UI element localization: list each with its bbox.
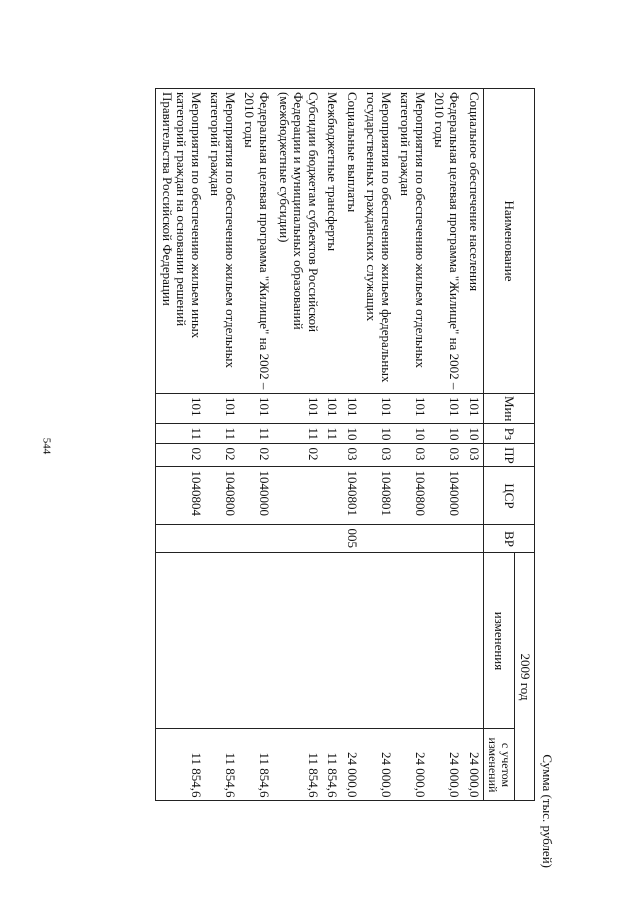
- cell-pr: [322, 444, 342, 467]
- cell-with-changes: 24 000,0: [395, 729, 429, 801]
- table-body: [156, 89, 483, 801]
- cell-min: 101: [273, 394, 322, 424]
- header-year: 2009 год: [515, 553, 535, 801]
- header-pr: ПР: [483, 444, 534, 467]
- cell-with-changes: 11 854,6: [273, 729, 322, 801]
- cell-pr: 02: [205, 444, 239, 467]
- cell-name: Социальные выплаты: [341, 89, 361, 394]
- cell-changes: [341, 553, 361, 729]
- cell-vr: 005: [341, 525, 361, 553]
- cell-name: Мероприятия по обеспечению жильем федеральных государственных гражданских служащих: [361, 89, 395, 394]
- cell-with-changes: 24 000,0: [429, 729, 463, 801]
- cell-changes: [429, 553, 463, 729]
- cell-csr: 1040000: [429, 467, 463, 525]
- cell-name: Социальное обеспечение населения: [463, 89, 483, 394]
- cell-changes: [156, 553, 205, 729]
- table-row: [395, 89, 429, 801]
- cell-pr: 03: [341, 444, 361, 467]
- cell-pr: 02: [156, 444, 205, 467]
- table-row: [239, 89, 273, 801]
- cell-rz: 10: [463, 424, 483, 444]
- cell-changes: [239, 553, 273, 729]
- budget-sheet: [95, 88, 555, 868]
- cell-vr: [156, 525, 205, 553]
- cell-min: 101: [395, 394, 429, 424]
- cell-min: 101: [463, 394, 483, 424]
- cell-vr: [273, 525, 322, 553]
- units-label: Сумма (тыс. рублей): [540, 754, 555, 868]
- cell-csr: 1040801: [361, 467, 395, 525]
- cell-rz: 11: [273, 424, 322, 444]
- header-csr: ЦСР: [483, 467, 534, 525]
- cell-csr: 1040800: [395, 467, 429, 525]
- cell-with-changes: 11 854,6: [205, 729, 239, 801]
- table-row: [273, 89, 322, 801]
- cell-changes: [463, 553, 483, 729]
- cell-rz: 11: [239, 424, 273, 444]
- cell-changes: [361, 553, 395, 729]
- cell-min: 101: [205, 394, 239, 424]
- cell-csr: 1040000: [239, 467, 273, 525]
- cell-csr: [273, 467, 322, 525]
- cell-csr: [463, 467, 483, 525]
- header-rz: Рз: [483, 424, 534, 444]
- cell-with-changes: 24 000,0: [341, 729, 361, 801]
- cell-vr: [395, 525, 429, 553]
- cell-pr: 03: [463, 444, 483, 467]
- cell-min: 101: [322, 394, 342, 424]
- cell-rz: 11: [205, 424, 239, 444]
- cell-csr: 1040800: [205, 467, 239, 525]
- table-row: [156, 89, 205, 801]
- cell-csr: 1040801: [341, 467, 361, 525]
- cell-rz: 10: [395, 424, 429, 444]
- header-name: Наименование: [483, 89, 534, 394]
- cell-name: Межбюджетные трансферты: [322, 89, 342, 394]
- cell-changes: [322, 553, 342, 729]
- cell-min: 101: [341, 394, 361, 424]
- table-row: [341, 89, 361, 801]
- cell-with-changes: 11 854,6: [322, 729, 342, 801]
- table-row: [322, 89, 342, 801]
- cell-min: 101: [156, 394, 205, 424]
- cell-min: 101: [239, 394, 273, 424]
- cell-name: Мероприятия по обеспечению жильем отдельных категорий граждан: [395, 89, 429, 394]
- cell-csr: 1040804: [156, 467, 205, 525]
- cell-with-changes: 24 000,0: [463, 729, 483, 801]
- cell-name: Мероприятия по обеспечению жильем иных категорий граждан на основании решений Правительства Российской Федерации: [156, 89, 205, 394]
- cell-pr: 03: [429, 444, 463, 467]
- cell-with-changes: 11 854,6: [156, 729, 205, 801]
- table-row: [429, 89, 463, 801]
- budget-table: [155, 88, 535, 801]
- cell-with-changes: 11 854,6: [239, 729, 273, 801]
- cell-changes: [395, 553, 429, 729]
- header-changes: изменения: [483, 553, 515, 729]
- table-row: [205, 89, 239, 801]
- table-row: [361, 89, 395, 801]
- cell-changes: [205, 553, 239, 729]
- cell-name: Федеральная целевая программа "Жилище" на 2002 – 2010 годы: [239, 89, 273, 394]
- cell-vr: [463, 525, 483, 553]
- cell-rz: 10: [341, 424, 361, 444]
- cell-vr: [322, 525, 342, 553]
- header-vr: ВР: [483, 525, 534, 553]
- cell-name: Федеральная целевая программа "Жилище" на 2002 – 2010 годы: [429, 89, 463, 394]
- table-row: [463, 89, 483, 801]
- header-with-changes: с учетом изменений: [483, 729, 515, 801]
- cell-pr: 03: [361, 444, 395, 467]
- cell-rz: 10: [429, 424, 463, 444]
- page-number: 544: [40, 437, 53, 455]
- cell-csr: [322, 467, 342, 525]
- header-min: Мин: [483, 394, 534, 424]
- cell-name: Мероприятия по обеспечению жильем отдельных категорий граждан: [205, 89, 239, 394]
- cell-vr: [361, 525, 395, 553]
- cell-min: 101: [361, 394, 395, 424]
- cell-pr: 03: [395, 444, 429, 467]
- cell-rz: 11: [322, 424, 342, 444]
- cell-name: Субсидии бюджетам субъектов Российской Федерации и муниципальных образований (межбюджетные субсидии): [273, 89, 322, 394]
- cell-min: 101: [429, 394, 463, 424]
- cell-vr: [239, 525, 273, 553]
- cell-pr: 02: [239, 444, 273, 467]
- cell-pr: 02: [273, 444, 322, 467]
- cell-with-changes: 24 000,0: [361, 729, 395, 801]
- cell-vr: [429, 525, 463, 553]
- cell-rz: 10: [361, 424, 395, 444]
- cell-changes: [273, 553, 322, 729]
- cell-vr: [205, 525, 239, 553]
- cell-rz: 11: [156, 424, 205, 444]
